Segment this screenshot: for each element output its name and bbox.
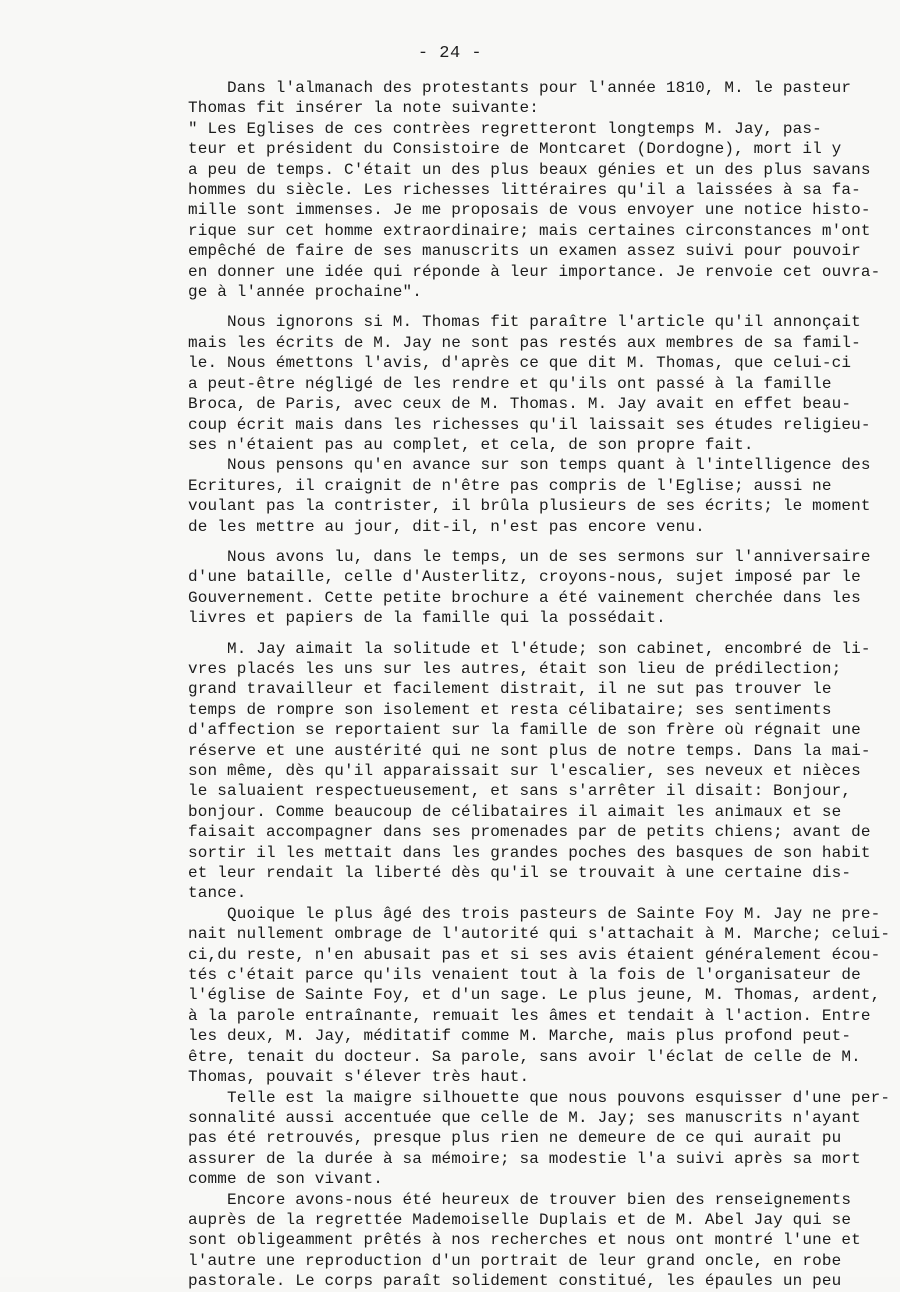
paragraph	[188, 312, 871, 455]
text-line: assurer de la durée à sa mémoire; sa modestie l'a suivi après sa mort	[188, 1149, 861, 1168]
text-line: d'une bataille, celle d'Austerlitz, croyons-nous, sujet imposé par le	[188, 568, 861, 587]
paragraph	[188, 1088, 891, 1190]
text-line: son même, dès qu'il apparaissait sur l'escalier, ses neveux et nièces	[188, 762, 861, 780]
text-line: le saluaient respectueusement, et sans s'arrêter il disait: Bonjour,	[188, 782, 852, 801]
text-line: a peut-être négligé de les rendre et qu'ils ont passé à la famille	[188, 374, 832, 393]
paragraph	[188, 455, 871, 537]
text-line: Dans l'almanach des protestants pour l'année 1810, M. le pasteur	[188, 79, 852, 97]
text-line: Gouvernement. Cette petite brochure a été vainement cherchée dans les	[188, 588, 861, 607]
text-line: auprès de la regrettée Mademoiselle Duplais et de M. Abel Jay qui se	[188, 1210, 852, 1229]
text-line: le. Nous émettons l'avis, d'après ce que dit M. Thomas, que celui-ci	[188, 354, 852, 373]
body-text	[188, 78, 891, 1292]
text-line: comme de son vivant.	[188, 1170, 384, 1189]
page-number: - 24 -	[417, 44, 483, 63]
text-line: grand travailleur et facilement distrait, il ne sut pas trouver le	[188, 680, 832, 699]
text-line: Nous pensons qu'en avance sur son temps quant à l'intelligence des	[188, 456, 871, 475]
text-line: Thomas, pouvait s'élever très haut.	[188, 1068, 530, 1087]
text-line: voulant pas la contrister, il brûla plusieurs de ses écrits; le moment	[188, 497, 871, 516]
text-line: l'autre une reproduction d'un portrait de leur grand oncle, en robe	[188, 1251, 842, 1270]
text-line: empêché de faire de ses manuscrits un examen assez suivi pour pouvoir	[188, 242, 861, 261]
text-line: ci,du reste, n'en abusait pas et si ses avis étaient généralement écou-	[188, 945, 881, 964]
text-line: Quoique le plus âgé des trois pasteurs de Sainte Foy M. Jay ne pre-	[188, 904, 881, 923]
text-line: faisait accompagner dans ses promenades par de petits chiens; avant de	[188, 823, 871, 842]
text-line: Telle est la maigre silhouette que nous pouvons esquisser d'une per-	[188, 1088, 891, 1107]
text-line: et leur rendait la liberté dès qu'il se trouvait à une certaine dis-	[188, 864, 852, 883]
text-line: nait nullement ombrage de l'autorité qui s'attachait à M. Marche; celui-	[188, 925, 891, 944]
text-line: sortir il les mettait dans les grandes poches des basques de son habit	[188, 843, 871, 862]
text-line: hommes du siècle. Les richesses littéraires qu'il a laissées à sa fa-	[188, 181, 861, 200]
paragraph	[188, 547, 871, 629]
text-line: les deux, M. Jay, méditatif comme M. Marche, mais plus profond peut-	[188, 1027, 852, 1046]
text-line: ge à l'année prochaine".	[188, 283, 423, 302]
text-line: l'église de Sainte Foy, et d'un sage. Le plus jeune, M. Thomas, ardent,	[188, 986, 881, 1005]
paragraph	[188, 78, 881, 302]
text-line: ses n'étaient pas au complet, et cela, de son propre fait.	[188, 435, 754, 454]
text-line: rique sur cet homme extraordinaire; mais certaines circonstances m'ont	[188, 221, 871, 240]
paragraph	[188, 1190, 868, 1292]
text-line: mille sont immenses. Je me proposais de vous envoyer une notice histo-	[188, 201, 871, 220]
text-line: teur et président du Consistoire de Montcaret (Dordogne), mort il y	[188, 140, 842, 159]
text-line: de les mettre au jour, dit-il, n'est pas encore venu.	[188, 517, 705, 536]
text-line: M. Jay aimait la solitude et l'étude; son cabinet, encombré de li-	[188, 639, 871, 658]
text-line: temps de rompre son isolement et resta célibataire; ses sentiments	[188, 700, 832, 719]
text-line: être, tenait du docteur. Sa parole, sans avoir l'éclat de celle de M.	[188, 1047, 861, 1066]
text-line: mais les écrits de M. Jay ne sont pas restés aux membres de sa famil-	[188, 333, 861, 352]
text-line: Nous ignorons si M. Thomas fit paraître l'article qu'il annonçait	[188, 313, 861, 332]
text-line: " Les Eglises de ces contrèes regretteront longtemps M. Jay, pas-	[188, 119, 822, 138]
text-line: Thomas fit insérer la note suivante:	[188, 99, 540, 118]
text-line: réserve et une austérité qui ne sont plus de notre temps. Dans la mai-	[188, 741, 871, 760]
text-line: livres et papiers de la famille qui la possédait.	[188, 609, 666, 628]
text-line: en donner une idée qui réponde à leur importance. Je renvoie cet ouvra-	[188, 262, 881, 281]
text-line: Nous avons lu, dans le temps, un de ses sermons sur l'anniversaire	[188, 547, 871, 566]
paragraph	[188, 904, 891, 1088]
text-line: coup écrit mais dans les richesses qu'il laissait ses études religieu-	[188, 415, 871, 434]
text-line: pastorale. Le corps paraît solidement constitué, les épaules un peu	[188, 1272, 842, 1291]
paragraph	[188, 639, 871, 904]
text-line: Ecritures, il craignit de n'être pas compris de l'Eglise; aussi ne	[188, 476, 832, 495]
text-line: bonjour. Comme beaucoup de célibataires il aimait les animaux et se	[188, 802, 842, 821]
text-line: d'affection se reportaient sur la famille de son frère où régnait une	[188, 721, 861, 740]
text-line: à la parole entraînante, remuait les âmes et tendait à l'action. Entre	[188, 1006, 871, 1025]
text-line: sonnalité aussi accentuée que celle de M. Jay; ses manuscrits n'ayant	[188, 1108, 861, 1127]
text-line: Broca, de Paris, avec ceux de M. Thomas. M. Jay avait en effet beau-	[188, 395, 852, 414]
text-line: pas été retrouvés, presque plus rien ne demeure de ce qui aurait pu	[188, 1129, 842, 1148]
text-line: Encore avons-nous été heureux de trouver bien des renseignements	[188, 1190, 852, 1209]
text-line: a peu de temps. C'était un des plus beaux génies et un des plus savans	[188, 160, 871, 179]
text-line: tance.	[188, 884, 247, 903]
text-line: sont obligeamment prêtés à nos recherches et nous ont montré l'une et	[188, 1231, 861, 1250]
text-line: tés c'était parce qu'ils venaient tout à la fois de l'organisateur de	[188, 966, 861, 985]
text-line: vres placés les uns sur les autres, était son lieu de prédilection;	[188, 659, 842, 678]
